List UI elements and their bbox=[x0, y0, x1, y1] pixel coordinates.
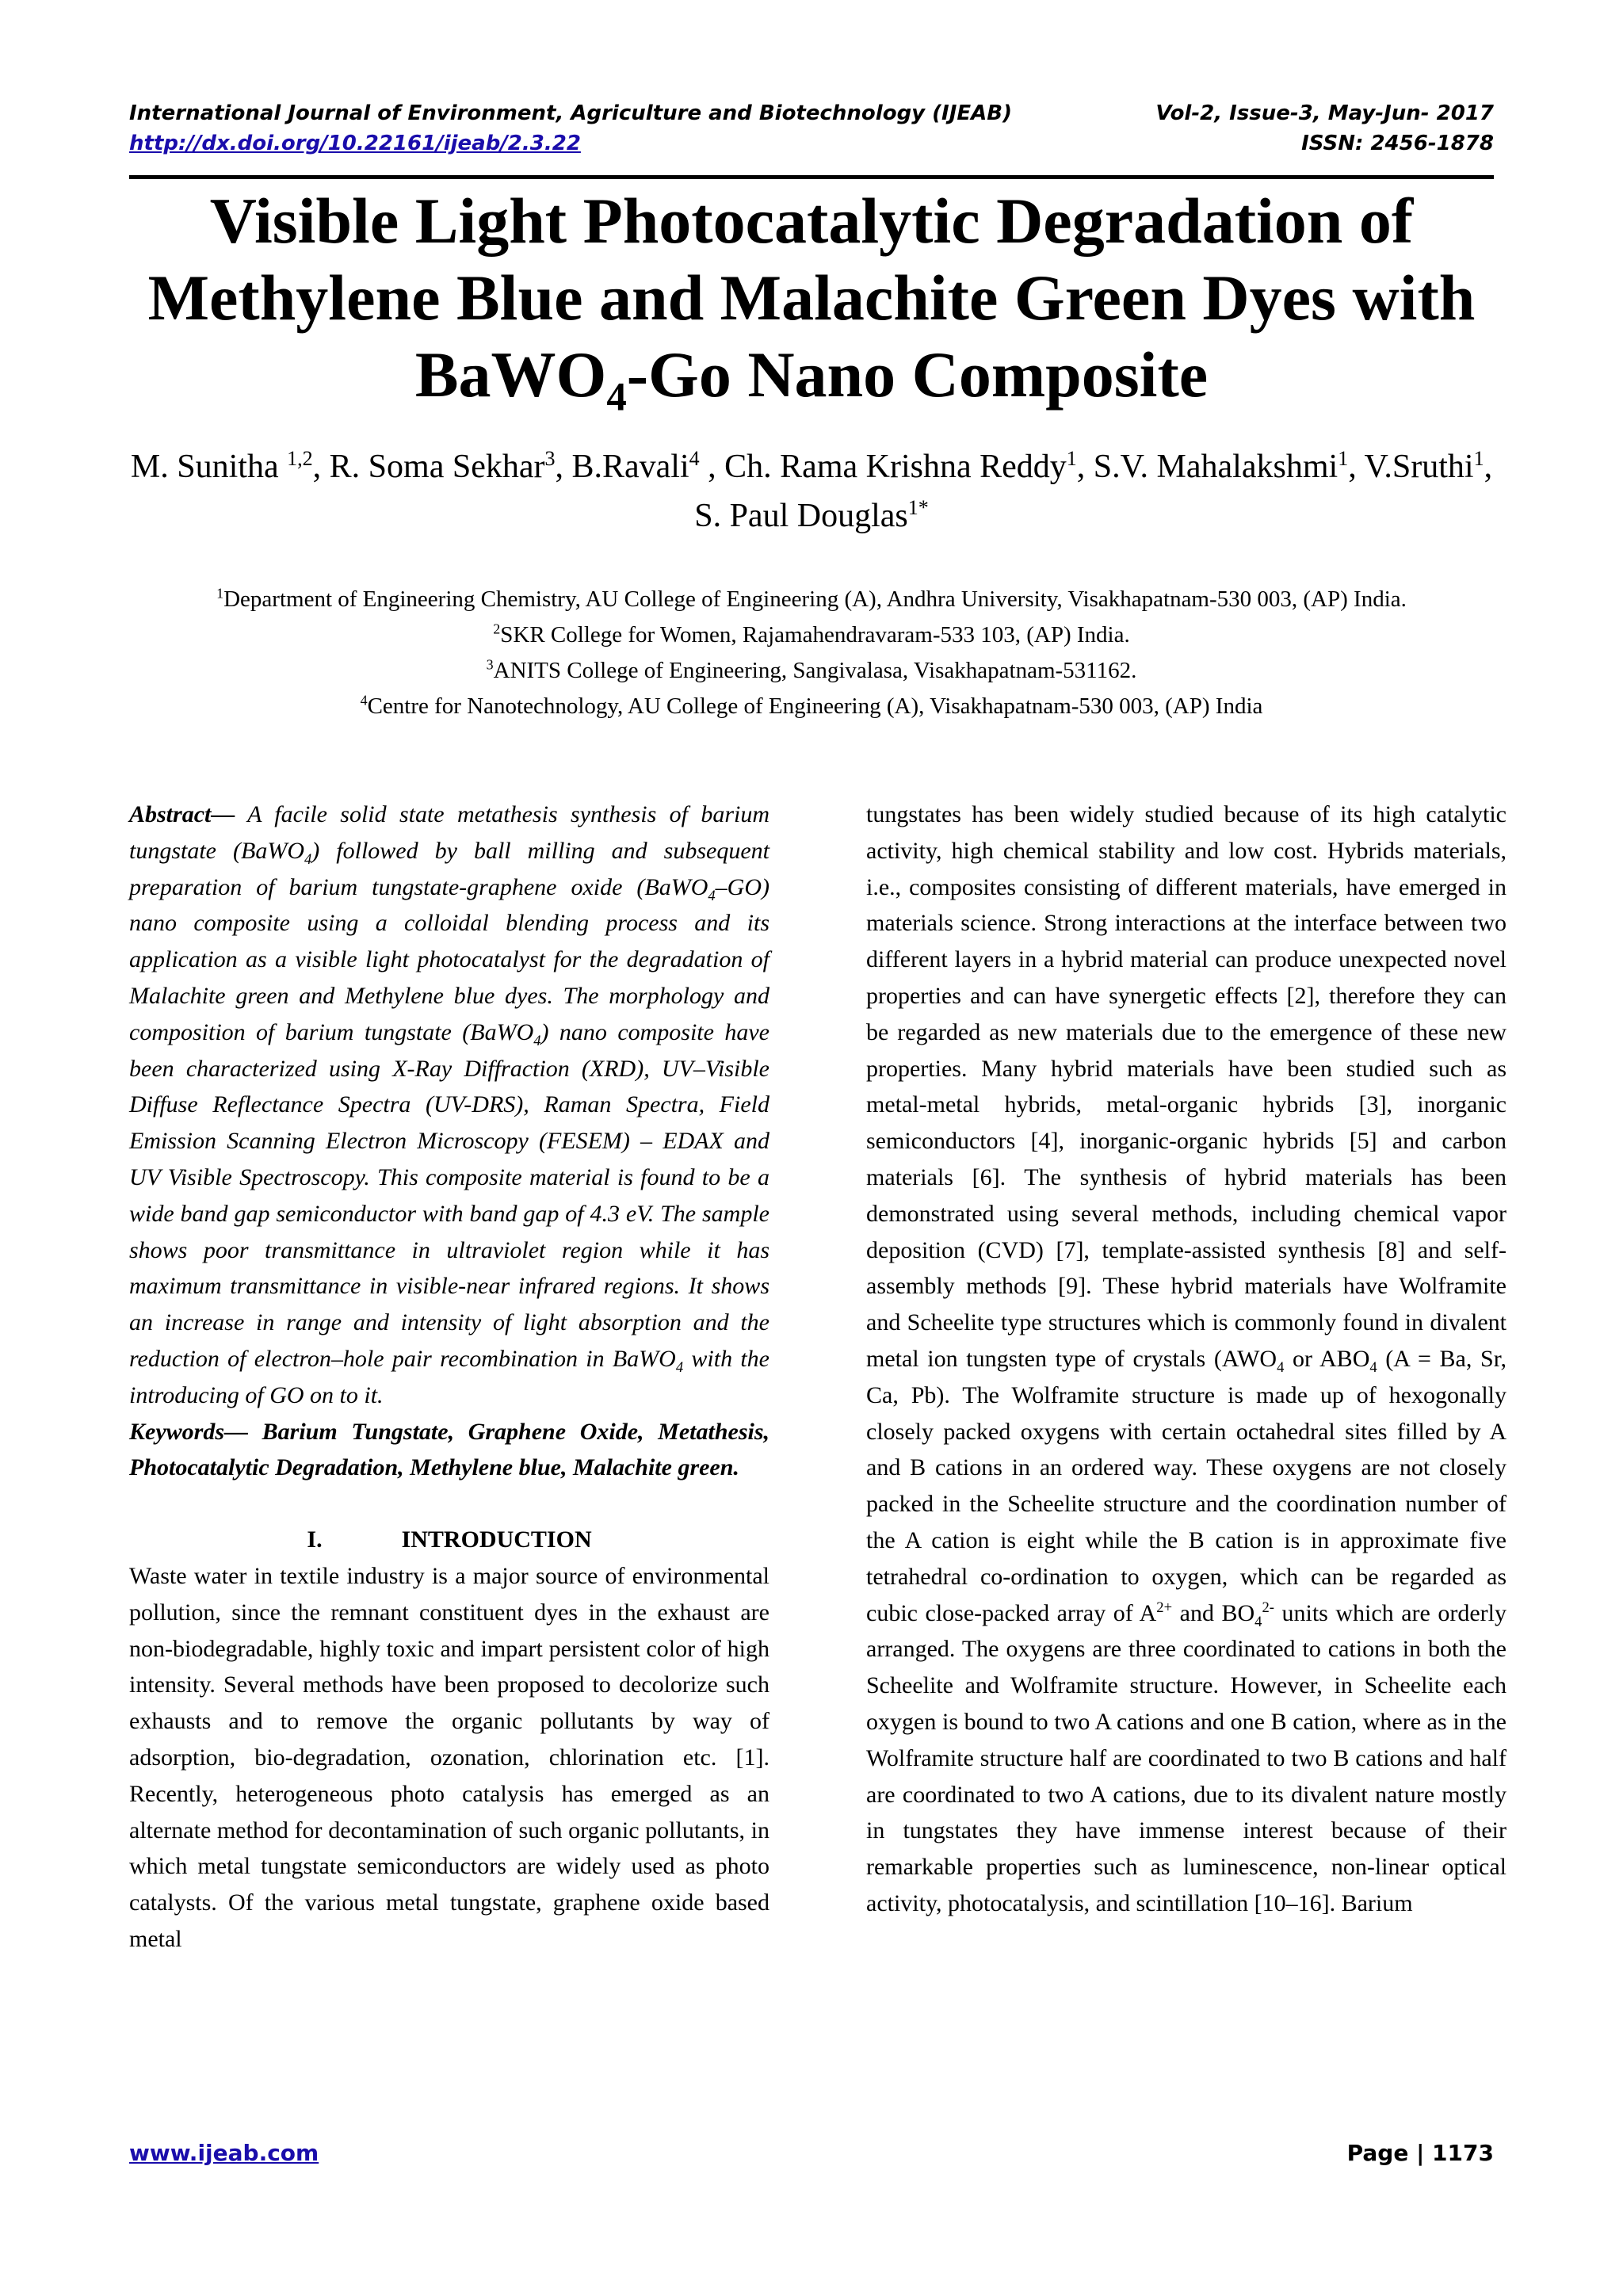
author-affiliation-mark: 1 bbox=[1066, 447, 1077, 470]
intro-paragraph-right bbox=[866, 797, 1507, 1922]
author-name: M. Sunitha bbox=[130, 449, 288, 485]
affiliation-mark: 1 bbox=[216, 585, 224, 602]
formula-subscript: 4 bbox=[708, 887, 716, 904]
author-name: V.Sruthi bbox=[1364, 449, 1474, 485]
header-divider bbox=[129, 175, 1494, 179]
formula-subscript: 4 bbox=[1369, 1358, 1377, 1376]
intro-text-1: tungstates has been widely studied because of its high catalytic activity, high chemical stability and low cost. Hybrids materials, i.e., composites consisting of different materials, have emerged in materials science. Strong interactions at the interface between two different layers in a hybrid material can produce unexpected novel properties and can have synergetic effects [2], therefore they can be regarded as new materials due to the emergence of these new properties. Many hybrid materials have been studied such as metal-metal hybrids, metal-organic hybrids [3], inorganic semiconductors [4], inorganic-organic hybrids [5] and carbon materials [6]. The synthesis of hybrid materials has been demonstrated using several methods, including chemical vapor deposition (CVD) [7], template-assisted synthesis [8] and self-assembly methods [9]. These hybrid materials have Wolframite and Scheelite type structures which is commonly found in divalent metal ion tungsten type of crystals ($AWO_4$ or $ABO_4$ (A = Ba, Sr, Ca, Pb). The Wolframite structure is made up of hexogonally closely packed oxygens with certain octahedral sites filled by A and B cations in an ordered way. These oxygens are not closely packed in the Scheelite structure and the coordination number of the A cation is eight while the B cation is in approximate five tetrahedral co-ordination to oxygen, which can be regarded as cubic close-packed array of A bbox=[866, 801, 1507, 1626]
issn: ISSN: 2456-1878 bbox=[1301, 132, 1494, 155]
affiliation-mark: 2 bbox=[493, 621, 501, 637]
affiliation-line: $^3$ANITS College of Engineering, Sangivalasa, Visakhapatnam-531162. bbox=[486, 656, 1137, 683]
author-affiliation-mark: 1,2 bbox=[287, 447, 313, 470]
website-link[interactable]: www.ijeab.com bbox=[129, 2140, 319, 2166]
formula-subscript: 4 bbox=[1254, 1613, 1262, 1630]
formula-subscript: 4 bbox=[304, 850, 312, 868]
paper-title: Visible Light Photocatalytic Degradation of Methylene Blue and Malachite Green Dyes with BaWO$_4$-Go Nano Composite bbox=[147, 185, 1476, 419]
abstract-label: Abstract— bbox=[129, 801, 235, 827]
author-affiliation-mark: 1* bbox=[907, 496, 929, 519]
keywords bbox=[129, 1414, 769, 1487]
author-name: R. Soma Sekhar bbox=[329, 449, 545, 485]
abstract-text: A facile solid state metathesis synthesis of barium tungstate (BaWO$_4$) followed by ball milling and subsequent preparation of barium tungstate-graphene oxide (BaWO$_4$–GO) nano composite using a colloidal blending process and its application as a visible light photocatalyst for the degradation of Malachite green and Methylene blue dyes. The morphology and composition of barium tungstate (BaWO$_4$) nano composite have been characterized using X-Ray Diffraction (XRD), UV–Visible Diffuse Reflectance Spectra (UV-DRS), Raman Spectra, Field Emission Scanning Electron Microscopy (FESEM) – EDAX and UV Visible Spectroscopy. This composite material is found to be a wide band gap semiconductor with band gap of 4.3 eV. The sample shows poor transmittance in ultraviolet region while it has maximum transmittance in visible-near infrared regions. It shows an increase in range and intensity of light absorption and the reduction of electron–hole pair recombination in BaWO$_4$ with the introducing of GO on to it. bbox=[129, 801, 769, 1408]
author-affiliation-mark: 4 bbox=[689, 447, 700, 470]
author-name: S. Paul Douglas bbox=[694, 498, 908, 534]
keywords-label: Keywords— bbox=[129, 1418, 248, 1445]
keywords-text: Barium Tungstate, Graphene Oxide, Metathesis, Photocatalytic Degradation, Methylene blue, Malachite green. bbox=[129, 1418, 769, 1481]
page-number: Page | 1173 bbox=[1346, 2140, 1494, 2166]
formula-subscript: 4 bbox=[1277, 1358, 1285, 1376]
running-header-left bbox=[129, 98, 1012, 159]
volume-info: Vol-2, Issue-3, May-Jun- 2017 bbox=[1155, 101, 1494, 125]
author-affiliation-mark: 1 bbox=[1473, 447, 1484, 470]
section-title: INTRODUCTION bbox=[401, 1526, 592, 1553]
formula-subscript: 4 bbox=[533, 1032, 541, 1049]
author-affiliation-mark: 3 bbox=[544, 447, 556, 470]
superscript-b: 2- bbox=[1262, 1599, 1274, 1616]
author-affiliation-mark: 1 bbox=[1338, 447, 1349, 470]
right-column bbox=[866, 797, 1507, 1922]
formula-subscript: 4 bbox=[675, 1358, 684, 1376]
affiliation-mark: 4 bbox=[360, 692, 368, 709]
affiliations bbox=[129, 582, 1494, 724]
left-column bbox=[129, 797, 769, 1958]
intro-text-2: units which are orderly arranged. The oxygens are three coordinated to cations in both the Scheelite and Wolframite structure. However, in Scheelite each oxygen is bound to two A cations and one B cation, where as in the Wolframite structure half are coordinated to two B cations and half are coordinated to two A cations, due to its divalent nature mostly in tungstates they have immense interest because of their remarkable properties such as luminescence, non-linear optical activity, photocatalysis, and scintillation [10–16]. Barium bbox=[866, 1599, 1507, 1916]
affiliation-line: $^4$Centre for Nanotechnology, AU College of Engineering (A), Visakhapatnam-530 003, (AP) India bbox=[360, 692, 1263, 719]
formula-subscript: 4 bbox=[606, 374, 627, 419]
section-number: I. bbox=[307, 1526, 323, 1553]
author-list: M. Sunitha $^{1,2}$, R. Soma Sekhar$^3$, B.Ravali$^4$ , Ch. Rama Krishna Reddy$^1$, S.V. Mahalakshmi$^1$, V.Sruthi$^1$, S. Paul Douglas$^{1*}$ bbox=[130, 447, 1493, 534]
abstract bbox=[129, 797, 769, 1414]
intro-text-and: and $BO_4$ bbox=[1172, 1599, 1262, 1630]
affiliation-line: $^2$SKR College for Women, Rajamahendravaram-533 103, (AP) India. bbox=[493, 621, 1130, 648]
author-name: B.Ravali bbox=[571, 449, 689, 485]
doi-link[interactable]: http://dx.doi.org/10.22161/ijeab/2.3.22 bbox=[129, 132, 581, 155]
affiliation-line: $^1$Department of Engineering Chemistry, AU College of Engineering (A), Andhra University, Visakhapatnam-530 003, (AP) India. bbox=[216, 585, 1407, 612]
intro-paragraph-left: Waste water in textile industry is a major source of environmental pollution, since the remnant constituent dyes in the exhaust are non-biodegradable, highly toxic and impart persistent color of high intensity. Several methods have been proposed to decolorize such exhausts and to remove the organic pollutants by way of adsorption, bio-degradation, ozonation, chlorination etc. [1]. Recently, heterogeneous photo catalysis has emerged as an alternate method for decontamination of such organic pollutants, in which metal tungstate semiconductors are widely used as photo catalysts. Of the various metal tungstate, graphene oxide based metal bbox=[129, 1562, 769, 1952]
section-heading bbox=[129, 1522, 769, 1558]
author-name: Ch. Rama Krishna Reddy bbox=[724, 449, 1067, 485]
affiliation-mark: 3 bbox=[486, 656, 494, 673]
running-header-right bbox=[1155, 98, 1494, 159]
author-name: S.V. Mahalakshmi bbox=[1093, 449, 1338, 485]
superscript-a: 2+ bbox=[1156, 1599, 1173, 1616]
journal-name: International Journal of Environment, Agriculture and Biotechnology (IJEAB) bbox=[129, 101, 1012, 125]
